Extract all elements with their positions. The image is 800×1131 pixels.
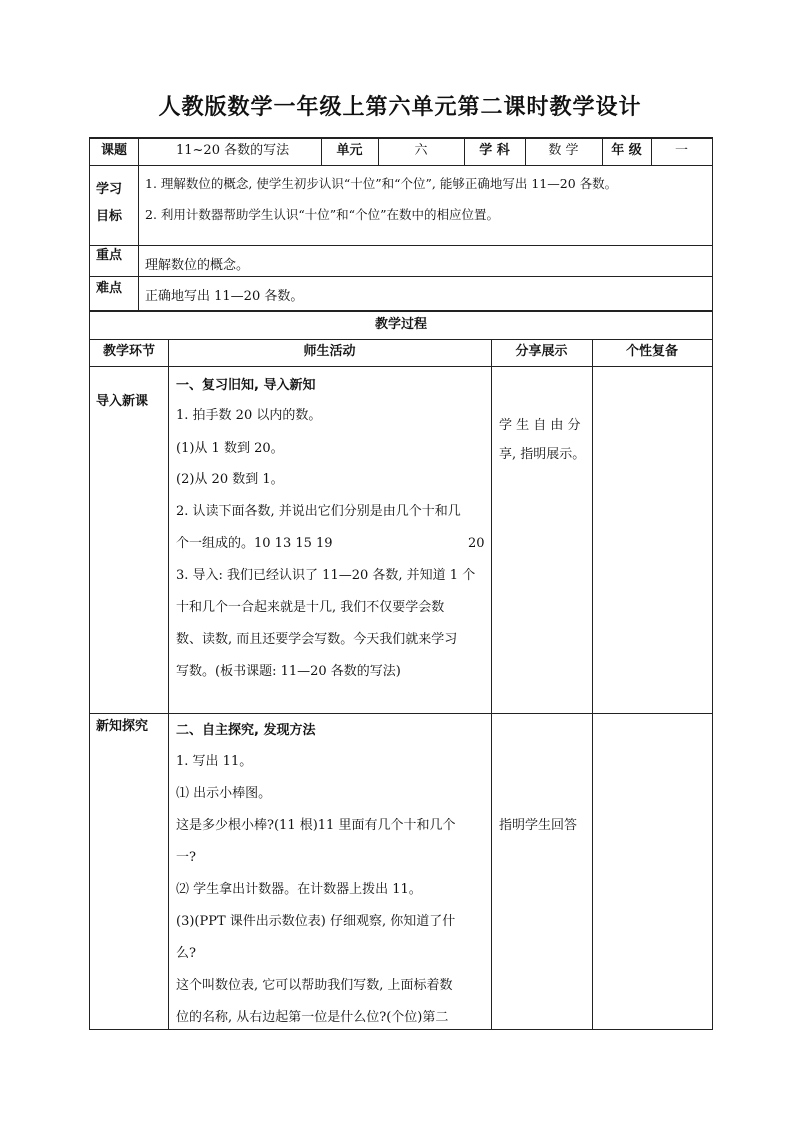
activity-line: 1. 拍手数 20 以内的数。 (176, 408, 322, 423)
goals-label: 学习 (96, 182, 123, 197)
column-header-prep: 个性复备 (625, 344, 678, 359)
goal-item: 2. 利用计数器帮助学生认识“十位”和“个位”在数中的相应位置。 (145, 207, 499, 222)
stage-label: 导入新课 (96, 394, 149, 409)
row-divider (89, 339, 713, 340)
section-heading: 二、自主探究, 发现方法 (176, 723, 316, 738)
activity-line: ⑵ 学生拿出计数器。在计数器上拨出 11。 (176, 882, 422, 897)
activity-line: (1)从 1 数到 20。 (176, 441, 284, 456)
row-divider (89, 713, 713, 714)
topic-value: 11~20 各数的写法 (176, 143, 290, 158)
key-label: 重点 (96, 248, 123, 263)
activity-line: ⑴ 出示小棒图。 (176, 786, 272, 801)
activity-line: 个一组成的。10 13 15 19 (176, 536, 333, 551)
table-top-border (89, 137, 713, 139)
share-text: 指明学生回答 (499, 818, 578, 833)
grade-label: 年 级 (611, 143, 642, 158)
row-divider (89, 276, 713, 277)
row-divider (89, 165, 713, 166)
activity-line: 十和几个一合起来就是十几, 我们不仅要学会数 (176, 600, 445, 615)
unit-value: 六 (414, 143, 428, 158)
column-header-stage: 教学环节 (102, 344, 155, 359)
activity-line: 这个叫数位表, 它可以帮助我们写数, 上面标着数 (176, 978, 453, 993)
table-right-border (712, 137, 713, 1030)
row-divider (89, 310, 713, 312)
row-divider (89, 245, 713, 246)
column-header-share: 分享展示 (515, 344, 568, 359)
unit-label: 单元 (336, 143, 363, 158)
activity-trailing-number: 20 (468, 536, 485, 551)
topic-label: 课题 (100, 143, 127, 158)
activity-line: 一? (176, 850, 196, 865)
activity-line: 数、读数, 而且还要学会写数。今天我们就来学习 (176, 632, 458, 647)
activity-line: 位的名称, 从右边起第一位是什么位?(个位)第二 (176, 1010, 449, 1025)
difficulty-label: 难点 (96, 281, 123, 296)
subject-label: 学 科 (479, 143, 510, 158)
column-header-activity: 师生活动 (303, 344, 356, 359)
activity-line: 1. 写出 11。 (176, 754, 253, 769)
activity-line: (2)从 20 数到 1。 (176, 472, 284, 487)
share-text: 学 生 自 由 分 (499, 418, 581, 433)
activity-line: 写数。(板书课题: 11—20 各数的写法) (176, 664, 401, 679)
activity-line: 么? (176, 946, 196, 961)
activity-line: 这是多少根小棒?(11 根)11 里面有几个十和几个 (176, 818, 456, 833)
activity-line: 3. 导入: 我们已经认识了 11—20 各数, 并知道 1 个 (176, 568, 476, 583)
column-divider (138, 137, 139, 311)
process-title: 教学过程 (374, 317, 427, 332)
document-title: 人教版数学一年级上第六单元第二课时教学设计 (158, 95, 642, 120)
goals-label: 目标 (96, 209, 123, 224)
key-value: 理解数位的概念。 (145, 258, 250, 273)
subject-value: 数 学 (548, 143, 579, 158)
column-divider (592, 339, 593, 1030)
stage-label: 新知探究 (96, 719, 149, 734)
column-divider (491, 339, 492, 1030)
grade-value: 一 (674, 143, 688, 158)
goal-item: 1. 理解数位的概念, 使学生初步认识“十位”和“个位”, 能够正确地写出 11—20 各数。 (145, 176, 618, 191)
activity-line: 2. 认读下面各数, 并说出它们分别是由几个十和几 (176, 504, 461, 519)
table-bottom-border (89, 1029, 713, 1030)
activity-line: (3)(PPT 课件出示数位表) 仔细观察, 你知道了什 (176, 914, 456, 929)
section-heading: 一、复习旧知, 导入新知 (176, 378, 316, 393)
table-left-border (89, 137, 90, 1030)
column-divider (168, 339, 169, 1030)
difficulty-value: 正确地写出 11—20 各数。 (145, 289, 304, 304)
row-divider (89, 366, 713, 367)
share-text: 享, 指明展示。 (499, 447, 586, 462)
